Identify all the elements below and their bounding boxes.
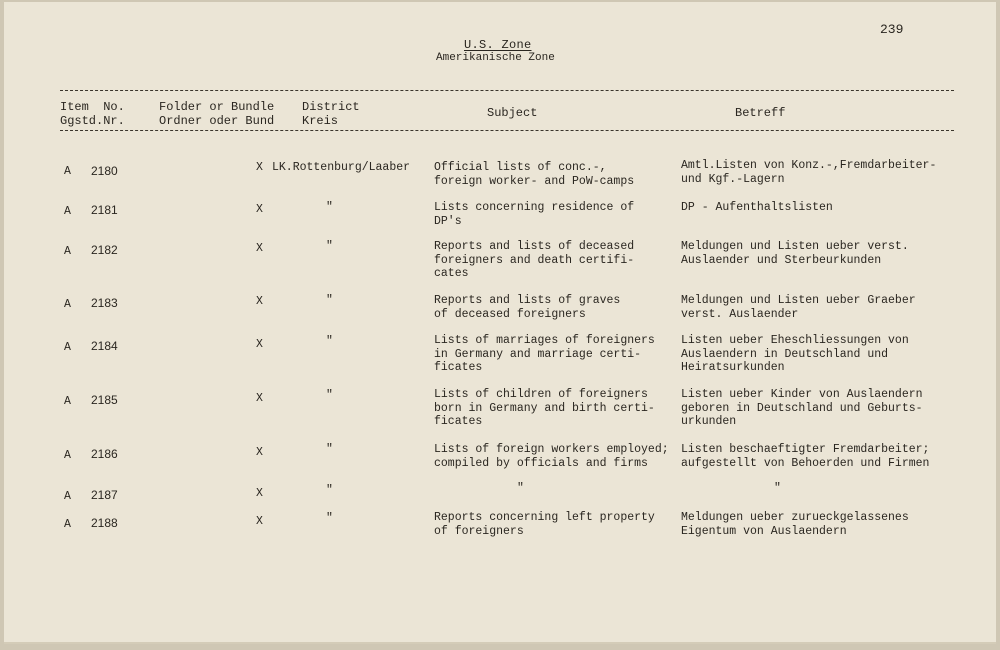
district-ditto: " bbox=[326, 335, 333, 348]
row-prefix: A bbox=[64, 205, 71, 218]
zone-subtitle: Amerikanische Zone bbox=[436, 52, 555, 64]
betreff: Listen beschaeftigter Fremdarbeiter; aufgestellt von Behoerden und Firmen bbox=[681, 443, 930, 470]
item-number: 2186 bbox=[91, 447, 118, 461]
betreff: Meldungen ueber zurueckgelassenes Eigentum von Auslaendern bbox=[681, 511, 909, 538]
betreff: Amtl.Listen von Konz.-,Fremdarbeiter- und Kgf.-Lagern bbox=[681, 159, 937, 186]
subject: Lists of foreign workers employed; compiled by officials and firms bbox=[434, 443, 669, 470]
header-item-no: Item No. bbox=[60, 100, 125, 114]
bundle-mark: X bbox=[256, 161, 263, 174]
district-ditto: " bbox=[326, 443, 333, 456]
bundle-mark: X bbox=[256, 242, 263, 255]
header-ggstd-nr: Ggstd.Nr. bbox=[60, 114, 125, 128]
header-district: District bbox=[302, 100, 360, 114]
district: LK.Rottenburg/Laaber bbox=[272, 161, 411, 174]
item-number: 2182 bbox=[91, 243, 118, 257]
row-prefix: A bbox=[64, 245, 71, 258]
subject: Lists of children of foreigners born in Germany and birth certi- ficates bbox=[434, 388, 655, 428]
bundle-mark: X bbox=[256, 515, 263, 528]
header-subject: Subject bbox=[487, 106, 538, 120]
item-number: 2184 bbox=[91, 339, 118, 353]
item-number: 2183 bbox=[91, 296, 118, 310]
subject: Reports concerning left property of foreigners bbox=[434, 511, 655, 538]
row-prefix: A bbox=[64, 395, 71, 408]
bundle-mark: X bbox=[256, 203, 263, 216]
document-page bbox=[4, 2, 996, 644]
header-betreff: Betreff bbox=[735, 106, 786, 120]
header-folder-or-bundle: Folder or Bundle bbox=[159, 100, 275, 114]
betreff: Listen ueber Kinder von Auslaendern geboren in Deutschland und Geburts- urkunden bbox=[681, 388, 923, 428]
row-prefix: A bbox=[64, 341, 71, 354]
district-ditto: " bbox=[326, 389, 333, 402]
betreff: Meldungen und Listen ueber Graeber verst. Auslaender bbox=[681, 294, 916, 321]
bundle-mark: X bbox=[256, 487, 263, 500]
row-prefix: A bbox=[64, 165, 71, 178]
item-number: 2185 bbox=[91, 393, 118, 407]
betreff-ditto: " bbox=[774, 482, 781, 495]
district-ditto: " bbox=[326, 240, 333, 253]
subject: Lists concerning residence of DP's bbox=[434, 201, 635, 228]
betreff: Listen ueber Eheschliessungen von Auslaendern in Deutschland und Heiratsurkunden bbox=[681, 334, 909, 374]
bundle-mark: X bbox=[256, 392, 263, 405]
betreff: DP - Aufenthaltslisten bbox=[681, 201, 833, 214]
row-prefix: A bbox=[64, 298, 71, 311]
district-ditto: " bbox=[326, 294, 333, 307]
bundle-mark: X bbox=[256, 295, 263, 308]
subject-ditto: " bbox=[517, 482, 524, 495]
item-number: 2188 bbox=[91, 516, 118, 530]
district-ditto: " bbox=[326, 484, 333, 497]
row-prefix: A bbox=[64, 518, 71, 531]
bundle-mark: X bbox=[256, 338, 263, 351]
zone-title: U.S. Zone bbox=[464, 38, 532, 52]
bundle-mark: X bbox=[256, 446, 263, 459]
header-kreis: Kreis bbox=[302, 114, 339, 128]
item-number: 2180 bbox=[91, 164, 118, 178]
subject: Lists of marriages of foreigners in Germany and marriage certi- ficates bbox=[434, 334, 655, 374]
district-ditto: " bbox=[326, 201, 333, 214]
subject: Reports and lists of graves of deceased foreigners bbox=[434, 294, 621, 321]
item-number: 2187 bbox=[91, 488, 118, 502]
betreff: Meldungen und Listen ueber verst. Auslaender und Sterbeurkunden bbox=[681, 240, 909, 267]
district-ditto: " bbox=[326, 512, 333, 525]
header-bottom-rule bbox=[60, 130, 954, 131]
row-prefix: A bbox=[64, 449, 71, 462]
page-number: 239 bbox=[880, 22, 904, 37]
subject: Official lists of conc.-, foreign worker- and PoW-camps bbox=[434, 161, 635, 188]
header-top-rule bbox=[60, 90, 954, 91]
header-ordner-oder-bund: Ordner oder Bund bbox=[159, 114, 275, 128]
subject: Reports and lists of deceased foreigners and death certifi- cates bbox=[434, 240, 635, 280]
item-number: 2181 bbox=[91, 203, 118, 217]
row-prefix: A bbox=[64, 490, 71, 503]
